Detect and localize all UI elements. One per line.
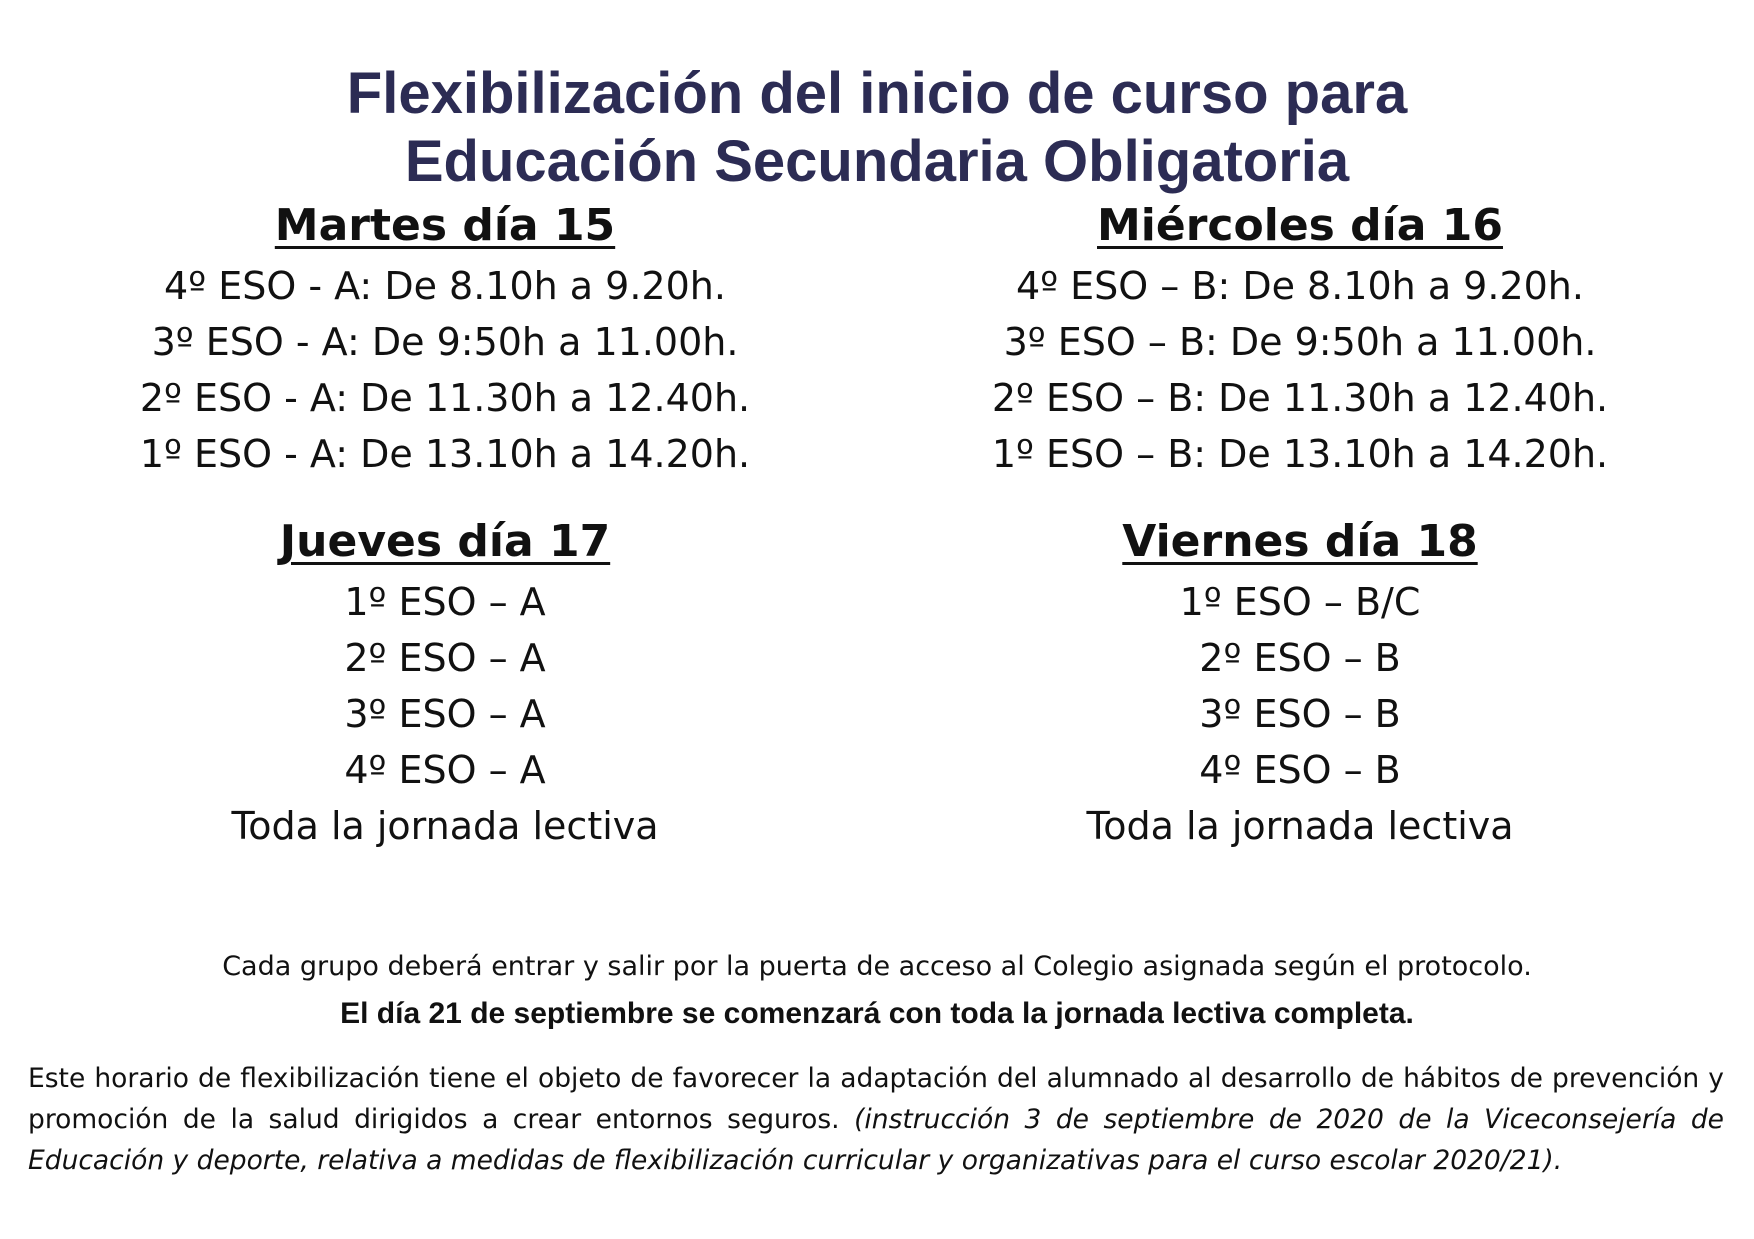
day-heading: Viernes día 18 — [1122, 516, 1478, 567]
access-note: Cada grupo deberá entrar y salir por la puerta de acceso al Colegio asignada según el protocolo. — [222, 951, 1532, 982]
reference-text: (instrucción 3 de septiembre de 2020 de la Viceconsejería de Educación y deporte, relativa a medidas de flexibilización curricular y organizativas para el curso escolar 2020/21). — [28, 1104, 1724, 1176]
title-line-2: Educación Secundaria Obligatoria — [404, 129, 1350, 194]
schedule-line: 4º ESO – B: De 8.10h a 9.20h. — [1016, 264, 1584, 308]
day-heading: Jueves día 17 — [279, 516, 611, 567]
day-block-wednesday — [880, 196, 1720, 482]
day-block-friday — [880, 512, 1720, 854]
start-note: El día 21 de septiembre se comenzará con toda la jornada lectiva completa. — [340, 997, 1414, 1030]
schedule-line: 4º ESO – A — [344, 748, 546, 792]
day-block-thursday — [25, 512, 865, 854]
schedule-line: 1º ESO – A — [344, 580, 546, 624]
explanation-text: Este horario de flexibilización tiene el objeto de favorecer la adaptación del alumnado al desarrollo de hábitos de prevención y promoción de la salud dirigidos a crear entornos seguros. — [28, 1063, 1724, 1135]
day-heading: Martes día 15 — [274, 200, 616, 251]
day-block-tuesday — [25, 196, 865, 482]
schedule-line: 1º ESO – B: De 13.10h a 14.20h. — [991, 432, 1609, 476]
schedule-line: 1º ESO – B/C — [1179, 580, 1421, 624]
schedule-line: 3º ESO – B — [1199, 692, 1401, 736]
document-title — [0, 60, 1754, 196]
schedule-line: 4º ESO - A: De 8.10h a 9.20h. — [164, 264, 726, 308]
title-line-1: Flexibilización del inicio de curso para — [346, 61, 1408, 126]
day-heading: Miércoles día 16 — [1097, 200, 1503, 251]
schedule-line: 3º ESO – B: De 9:50h a 11.00h. — [1003, 320, 1597, 364]
schedule-line: 4º ESO – B — [1199, 748, 1401, 792]
schedule-line: 2º ESO – A — [344, 636, 546, 680]
explanation-paragraph — [28, 1058, 1724, 1181]
schedule-line: Toda la jornada lectiva — [231, 804, 659, 848]
schedule-line: 3º ESO - A: De 9:50h a 11.00h. — [151, 320, 739, 364]
schedule-line: 2º ESO – B — [1199, 636, 1401, 680]
schedule-line: Toda la jornada lectiva — [1086, 804, 1514, 848]
schedule-line: 2º ESO - A: De 11.30h a 12.40h. — [139, 376, 751, 420]
schedule-line: 2º ESO – B: De 11.30h a 12.40h. — [991, 376, 1609, 420]
schedule-line: 1º ESO - A: De 13.10h a 14.20h. — [139, 432, 751, 476]
schedule-line: 3º ESO – A — [344, 692, 546, 736]
